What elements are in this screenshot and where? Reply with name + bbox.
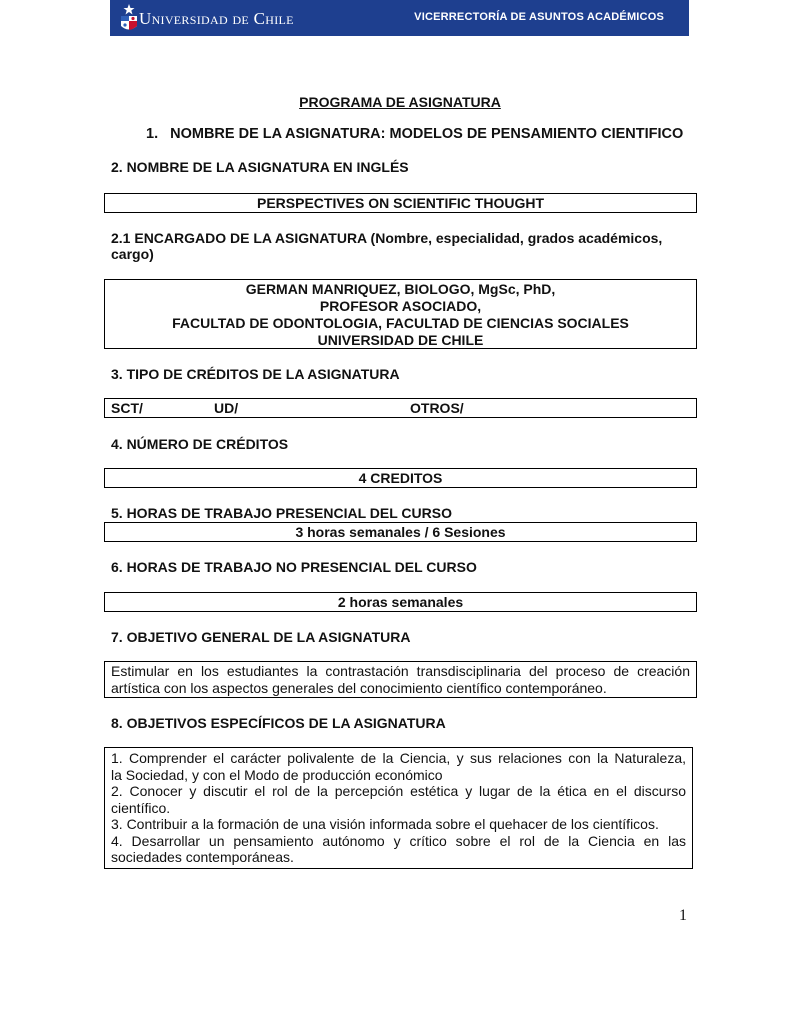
section-3-box xyxy=(104,398,697,418)
specific-objective-line-6: 4. Desarrollar un pensamiento autónomo y crítico sobre el rol de la Ciencia en las xyxy=(111,832,686,849)
section-21-box xyxy=(104,279,697,349)
english-name-value: PERSPECTIVES ON SCIENTIFIC THOUGHT xyxy=(256,195,545,211)
instructor-line-1: GERMAN MANRIQUEZ, BIOLOGO, MgSc, PhD, xyxy=(245,281,556,297)
section-21-heading-bold: 2.1 ENCARGADO DE LA ASIGNATURA xyxy=(111,230,367,246)
section-8-heading: 8. OBJETIVOS ESPECÍFICOS DE LA ASIGNATURA xyxy=(111,715,446,731)
specific-objective-line-3: 2. Conocer y discutir el rol de la percepción estética y lugar de la ética en el discurso xyxy=(111,783,686,799)
university-crest-icon xyxy=(118,2,140,34)
section-6-heading: 6. HORAS DE TRABAJO NO PRESENCIAL DEL CURSO xyxy=(111,559,477,575)
page-title: PROGRAMA DE ASIGNATURA xyxy=(299,94,501,110)
university-name: Universidad de Chile xyxy=(139,9,294,28)
section-1-heading xyxy=(146,126,683,142)
specific-objective-line-1: 1. Comprender el carácter polivalente de la Ciencia, y sus relaciones con la Naturaleza, xyxy=(111,750,686,766)
presencial-hours-value: 3 horas semanales / 6 Sesiones xyxy=(295,524,506,540)
header-banner xyxy=(110,0,689,36)
specific-objective-line-2: la Sociedad, y con el Modo de producción económico xyxy=(111,766,443,783)
specific-objective-line-4: científico. xyxy=(111,799,171,816)
instructor-line-3: FACULTAD DE ODONTOLOGIA, FACULTAD DE CIENCIAS SOCIALES xyxy=(172,315,629,331)
non-presencial-hours-value: 2 horas semanales xyxy=(337,594,464,610)
section-2-heading: 2. NOMBRE DE LA ASIGNATURA EN INGLÉS xyxy=(111,159,409,175)
vicerrectoria-label: VICERRECTORÍA DE ASUNTOS ACADÉMICOS xyxy=(414,11,664,23)
credits-value: 4 CREDITOS xyxy=(358,470,443,486)
section-1-number: 1. xyxy=(146,126,159,142)
section-6-box xyxy=(104,592,697,612)
credit-type-sct: SCT/ xyxy=(111,400,143,416)
credit-type-otros: OTROS/ xyxy=(410,400,464,416)
section-5-heading: 5. HORAS DE TRABAJO PRESENCIAL DEL CURSO xyxy=(111,505,452,521)
general-objective-line-2: artística con los aspectos generales del conocimiento científico contemporáneo. xyxy=(111,679,607,696)
section-3-heading: 3. TIPO DE CRÉDITOS DE LA ASIGNATURA xyxy=(111,366,400,382)
instructor-line-2: PROFESOR ASOCIADO, xyxy=(319,298,482,314)
section-21-heading-rest: (Nombre, especialidad, grados académicos, xyxy=(366,230,663,246)
section-7-heading: 7. OBJETIVO GENERAL DE LA ASIGNATURA xyxy=(111,629,411,645)
section-5-box xyxy=(104,522,697,542)
general-objective-line-1: Estimular en los estudiantes la contrastación transdisciplinaria del proceso de creación xyxy=(111,663,690,679)
section-4-box xyxy=(104,468,697,488)
section-1-text: NOMBRE DE LA ASIGNATURA: MODELOS DE PENSAMIENTO CIENTIFICO xyxy=(170,126,684,142)
page-number: 1 xyxy=(679,907,687,924)
section-4-heading: 4. NÚMERO DE CRÉDITOS xyxy=(111,436,289,452)
credit-type-ud: UD/ xyxy=(214,400,239,416)
section-21-heading xyxy=(111,230,662,246)
section-2-box xyxy=(104,193,697,213)
instructor-line-4: UNIVERSIDAD DE CHILE xyxy=(317,332,484,348)
specific-objective-line-5: 3. Contribuir a la formación de una visión informada sobre el quehacer de los científicos. xyxy=(111,816,659,832)
section-8-box xyxy=(104,747,693,869)
specific-objective-line-7: sociedades contemporáneas. xyxy=(111,849,294,865)
section-7-box xyxy=(104,661,697,698)
section-21-heading-line2: cargo) xyxy=(111,246,154,262)
